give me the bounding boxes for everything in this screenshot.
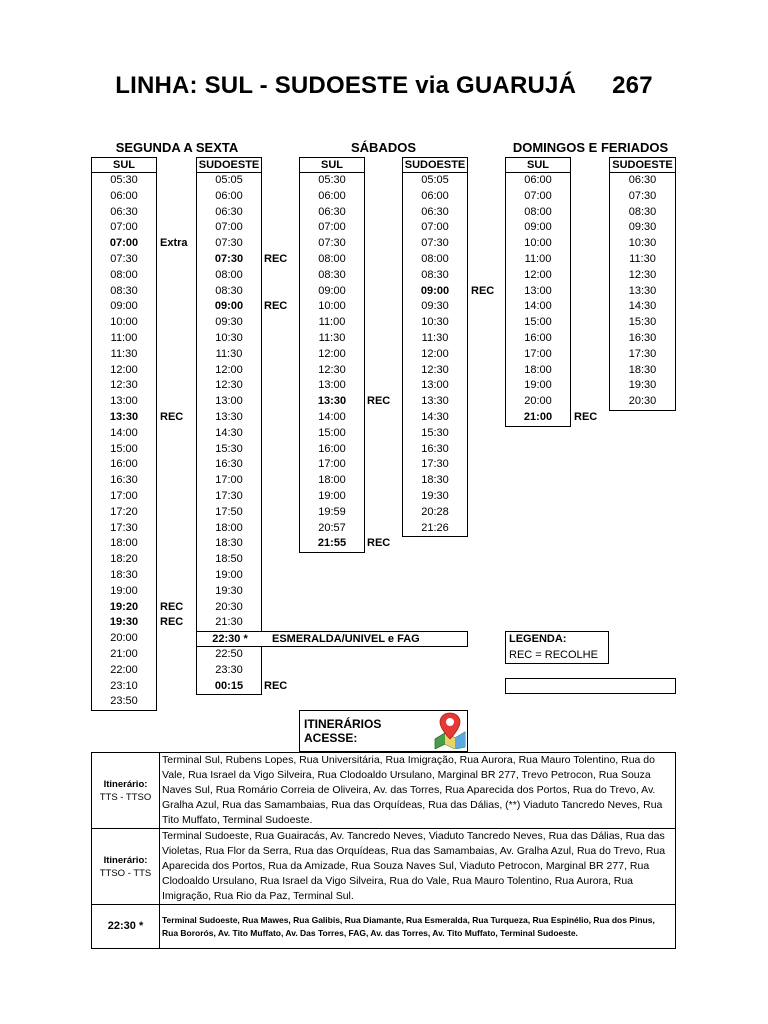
time-note: REC <box>264 253 288 265</box>
time-cell: 15:00 <box>524 316 552 329</box>
time-cell: 12:30 <box>421 363 449 376</box>
time-cell: 15:00 <box>318 426 346 439</box>
time-cell: 18:30 <box>421 474 449 487</box>
time-cell: 18:00 <box>215 521 243 534</box>
time-cell: 19:30 <box>421 489 449 502</box>
time-cell: 16:00 <box>318 442 346 455</box>
time-cell: 06:30 <box>628 174 657 186</box>
time-cell: 12:30 <box>110 379 138 392</box>
time-cell: 21:55 <box>317 537 347 550</box>
time-cell: 08:00 <box>110 268 138 281</box>
special-trip-time: 22:30 * <box>212 633 248 645</box>
time-cell: 20:30 <box>215 600 243 613</box>
time-cell: 06:30 <box>421 205 449 218</box>
time-cell: 21:26 <box>421 521 449 534</box>
time-cell: 19:00 <box>524 379 552 392</box>
sunday-sudoeste-list <box>610 173 675 410</box>
time-cell: 07:30 <box>214 252 244 265</box>
line-name: LINHA: SUL - SUDOESTE via GUARUJÁ <box>115 72 577 99</box>
map-pin-icon[interactable] <box>433 711 467 752</box>
time-cell: 17:50 <box>215 505 243 518</box>
saturday-sudoeste-column <box>402 157 468 537</box>
time-cell: 12:30 <box>628 268 657 281</box>
time-cell: 08:00 <box>318 252 346 265</box>
time-cell: 13:30 <box>628 284 657 297</box>
time-cell: 14:00 <box>524 300 552 313</box>
weekday-sul-column <box>91 157 157 711</box>
time-cell: 05:05 <box>215 174 243 186</box>
time-cell: 09:30 <box>628 221 657 234</box>
time-note: REC <box>160 411 184 423</box>
time-cell: 05:05 <box>421 174 449 186</box>
time-cell: 13:00 <box>524 284 552 297</box>
time-cell: 10:30 <box>215 331 243 344</box>
time-cell: 16:00 <box>110 458 138 471</box>
time-cell: 12:30 <box>215 379 243 392</box>
time-note: REC <box>160 600 184 613</box>
column-header: SUDOESTE <box>610 158 675 173</box>
time-cell: 07:30 <box>421 237 449 250</box>
time-cell: 08:00 <box>421 252 449 265</box>
legend-title: LEGENDA: <box>509 633 567 645</box>
time-cell: 19:00 <box>215 568 243 581</box>
itinerary-row <box>92 753 676 829</box>
time-cell: 16:30 <box>421 442 449 455</box>
time-cell: 07:00 <box>110 221 138 234</box>
time-cell: 05:30 <box>110 174 138 186</box>
itinerary-label-route: TTS - TTSO <box>99 791 152 803</box>
sunday-sul-list <box>506 173 570 426</box>
legend <box>505 631 609 664</box>
time-cell: 11:30 <box>318 331 346 344</box>
weekdays-heading: SEGUNDA A SEXTA <box>115 140 239 155</box>
time-cell: 20:00 <box>110 632 138 645</box>
time-cell: 17:00 <box>524 347 552 360</box>
time-cell: 17:30 <box>421 458 449 471</box>
time-cell: 16:30 <box>110 474 138 487</box>
time-cell: 11:00 <box>318 316 346 329</box>
column-header: SUL <box>506 158 570 173</box>
time-cell: 09:30 <box>215 316 243 329</box>
time-cell: 08:00 <box>215 268 243 281</box>
time-cell: 18:30 <box>628 363 657 376</box>
legend-empty-box <box>505 678 676 694</box>
time-cell: 21:30 <box>215 616 243 629</box>
time-cell: 12:00 <box>110 363 138 376</box>
time-cell: 18:50 <box>215 553 243 566</box>
time-cell: 22:50 <box>215 648 243 660</box>
time-note: REC <box>574 411 598 423</box>
time-cell: 15:30 <box>628 316 657 329</box>
itinerary-text: Terminal Sudoeste, Rua Mawes, Rua Galibis, Rua Diamante, Rua Esmeralda, Rua Turqueza, Rua Espinélio, Rua dos Pinus, Rua Bororós, Av. Tito Muffato, Av. Das Torres, FAG, Av. das Torres, Av. Tito Muffato, Terminal Sudoeste. <box>160 905 676 949</box>
column-header: SUL <box>300 158 364 173</box>
sunday-sudoeste-column <box>609 157 676 411</box>
time-cell: 11:30 <box>215 347 243 360</box>
time-cell: 17:30 <box>110 521 138 534</box>
time-cell: 06:30 <box>318 205 346 218</box>
time-cell: 13:30 <box>421 395 449 408</box>
time-cell: 13:00 <box>318 379 346 392</box>
time-cell: 23:30 <box>215 663 243 676</box>
itinerary-label-title: Itinerário: <box>103 778 148 790</box>
time-cell: 13:00 <box>110 395 138 408</box>
time-cell: 10:00 <box>110 316 138 329</box>
time-cell: 06:30 <box>110 205 138 218</box>
time-cell: 17:30 <box>215 489 243 502</box>
itinerary-label <box>92 829 160 905</box>
time-cell: 19:30 <box>215 584 243 597</box>
time-cell: 17:00 <box>318 458 346 471</box>
time-cell: 15:00 <box>110 442 138 455</box>
time-cell: 20:28 <box>421 505 449 518</box>
time-note: Extra <box>160 237 188 250</box>
time-cell: 05:30 <box>318 174 346 186</box>
time-cell: 18:00 <box>110 537 138 550</box>
time-cell: 16:30 <box>628 331 657 344</box>
time-cell: 21:00 <box>110 647 138 660</box>
time-cell: 18:30 <box>215 537 243 550</box>
time-cell: 08:30 <box>628 205 657 218</box>
time-cell: 14:00 <box>318 410 346 423</box>
itinerary-label: 22:30 * <box>92 905 160 949</box>
saturday-sul-list <box>300 173 364 552</box>
time-cell: 07:00 <box>524 189 552 202</box>
weekday-sudoeste-late-column <box>196 647 262 695</box>
weekday-sudoeste-column <box>196 157 262 631</box>
time-cell: 12:30 <box>318 363 346 376</box>
time-cell: 06:00 <box>524 174 552 186</box>
time-cell: 17:00 <box>215 474 243 487</box>
time-cell: 14:30 <box>628 300 657 313</box>
time-cell: 17:00 <box>110 489 138 502</box>
time-cell: 06:00 <box>421 189 449 202</box>
time-cell: 23:50 <box>110 695 138 708</box>
column-header: SUDOESTE <box>404 159 466 171</box>
time-cell: 17:20 <box>110 505 138 518</box>
time-cell: 09:00 <box>524 221 552 234</box>
time-cell: 14:00 <box>110 426 138 439</box>
time-cell: 09:00 <box>110 300 138 313</box>
itinerary-text: Terminal Sudoeste, Rua Guairacás, Av. Tancredo Neves, Viaduto Tancredo Neves, Rua das Dálias, Rua das Violetas, Rua Flor da Serra, Rua das Orquídeas, Rua das Samambaias, Av. Gralha Azul, Rua do Trevo, Rua Aparecida dos Portos, Rua da Amizade, Rua Souza Naves Sul, Viaduto Petrocon, Marginal BR 277, Rua Clodoaldo Ursulano, Rua Israel da Vigo Silveira, Rua do Vale, Rua Mauro Tolentino, Rua Aurora, Rua Imigração, Rua Rio da Paz, Terminal Sul. <box>160 829 676 905</box>
time-cell: 16:00 <box>524 331 552 344</box>
time-cell: 19:30 <box>628 379 657 392</box>
time-cell: 06:00 <box>318 189 346 202</box>
time-cell: 12:00 <box>318 347 346 360</box>
time-note: REC <box>367 395 391 408</box>
time-cell: 07:30 <box>318 237 346 250</box>
time-cell: 08:30 <box>421 268 449 281</box>
time-cell: 08:30 <box>318 268 346 281</box>
time-cell: 09:00 <box>420 284 450 297</box>
time-cell: 19:20 <box>109 600 139 613</box>
time-cell: 21:00 <box>523 410 553 423</box>
time-cell: 06:00 <box>215 189 243 202</box>
time-cell: 23:10 <box>110 679 138 692</box>
time-cell: 11:00 <box>524 252 552 265</box>
time-cell: 12:00 <box>421 347 449 360</box>
weekday-sudoeste-list <box>197 173 261 631</box>
time-cell: 10:30 <box>628 237 657 250</box>
time-cell: 16:30 <box>215 458 243 471</box>
saturday-sudoeste-list <box>403 173 467 536</box>
itinerary-label-route: TTSO - TTS <box>99 867 152 879</box>
time-cell: 09:00 <box>214 300 244 313</box>
time-cell: 17:30 <box>628 347 657 360</box>
time-cell: 20:30 <box>628 395 657 408</box>
time-cell: 09:30 <box>421 300 449 313</box>
saturdays-heading: SÁBADOS <box>350 140 416 155</box>
line-number: 267 <box>612 72 653 99</box>
time-cell: 06:00 <box>110 189 138 202</box>
legend-rec: REC = RECOLHE <box>509 648 598 661</box>
time-cell: 12:00 <box>524 268 552 281</box>
time-cell: 15:30 <box>421 426 449 439</box>
time-cell: 14:30 <box>215 426 243 439</box>
time-cell: 07:30 <box>628 189 657 202</box>
itinerary-text: Terminal Sul, Rubens Lopes, Rua Universitária, Rua Imigração, Rua Aurora, Rua Mauro Tolentino, Rua do Vale, Rua Israel da Vigo Silveira, Rua Clodoaldo Ursulano, Marginal BR 277, Trevo Petrocon, Rua Souza Naves Sul, Rua Romário Correia de Oliveira, Av. das Torres, Rua Aparecida dos Portos, Rua do Trevo, Av. Gralha Azul, Rua das Samambaias, Rua das Orquídeas, Rua das Dálias, (**) Viaduto Tancredo Neves, Rua Tito Muffato, Terminal Sudoeste. <box>160 753 676 829</box>
time-note: REC <box>264 679 288 692</box>
time-cell: 00:15 <box>214 679 244 692</box>
time-cell: 07:30 <box>215 237 243 250</box>
time-cell: 06:30 <box>215 205 243 218</box>
page-title <box>0 72 768 100</box>
time-cell: 07:00 <box>215 221 243 234</box>
time-cell: 10:00 <box>318 300 346 313</box>
time-note: REC <box>471 284 495 297</box>
time-cell: 14:30 <box>421 410 449 423</box>
column-header: SUDOESTE <box>198 159 260 171</box>
time-note: REC <box>160 616 184 629</box>
saturday-sul-column <box>299 157 365 553</box>
time-cell: 10:00 <box>524 237 552 250</box>
weekday-sudoeste-late-list <box>197 647 261 694</box>
time-cell: 18:20 <box>110 553 138 566</box>
special-trip-label: ESMERALDA/UNIVEL e FAG <box>272 633 420 645</box>
time-cell: 13:30 <box>215 410 243 423</box>
time-cell: 11:30 <box>629 252 656 265</box>
time-cell: 20:00 <box>524 395 552 408</box>
itinerary-label-title: Itinerário: <box>103 854 148 866</box>
time-cell: 19:59 <box>318 505 346 518</box>
time-cell: 22:00 <box>110 663 138 676</box>
itinerary-access-box[interactable] <box>299 710 468 752</box>
itinerary-label <box>92 753 160 829</box>
itinerary-access-label: ITINERÁRIOS ACESSE: <box>304 717 382 745</box>
column-header: SUL <box>92 158 156 173</box>
time-cell: 15:30 <box>215 442 243 455</box>
time-cell: 19:00 <box>318 489 346 502</box>
time-cell: 13:30 <box>109 410 139 423</box>
time-cell: 07:00 <box>318 221 346 234</box>
time-cell: 11:00 <box>110 331 138 344</box>
time-cell: 08:00 <box>524 205 552 218</box>
time-cell: 07:00 <box>421 221 449 234</box>
time-cell: 07:00 <box>109 237 139 250</box>
time-note: REC <box>264 300 288 313</box>
itinerary-row <box>92 905 676 949</box>
time-note: REC <box>367 537 391 550</box>
time-cell: 18:00 <box>524 363 552 376</box>
itinerary-table <box>91 752 676 949</box>
time-cell: 18:00 <box>318 474 346 487</box>
time-cell: 19:30 <box>109 616 139 629</box>
time-cell: 13:00 <box>215 395 243 408</box>
time-cell: 20:57 <box>318 521 346 534</box>
time-cell: 12:00 <box>215 363 243 376</box>
time-cell: 11:30 <box>110 347 138 360</box>
time-cell: 18:30 <box>110 568 138 581</box>
itinerary-row <box>92 829 676 905</box>
sunday-sul-column <box>505 157 571 427</box>
time-cell: 10:30 <box>421 316 449 329</box>
weekday-sul-list <box>92 173 156 710</box>
time-cell: 11:30 <box>421 331 449 344</box>
time-cell: 07:30 <box>110 252 138 265</box>
time-cell: 13:30 <box>317 395 347 408</box>
time-cell: 09:00 <box>318 284 346 297</box>
special-trip-row <box>196 631 468 647</box>
time-cell: 13:00 <box>421 379 449 392</box>
time-cell: 19:00 <box>110 584 138 597</box>
time-cell: 08:30 <box>110 284 138 297</box>
sundays-heading: DOMINGOS E FERIADOS <box>512 140 669 155</box>
time-cell: 08:30 <box>215 284 243 297</box>
